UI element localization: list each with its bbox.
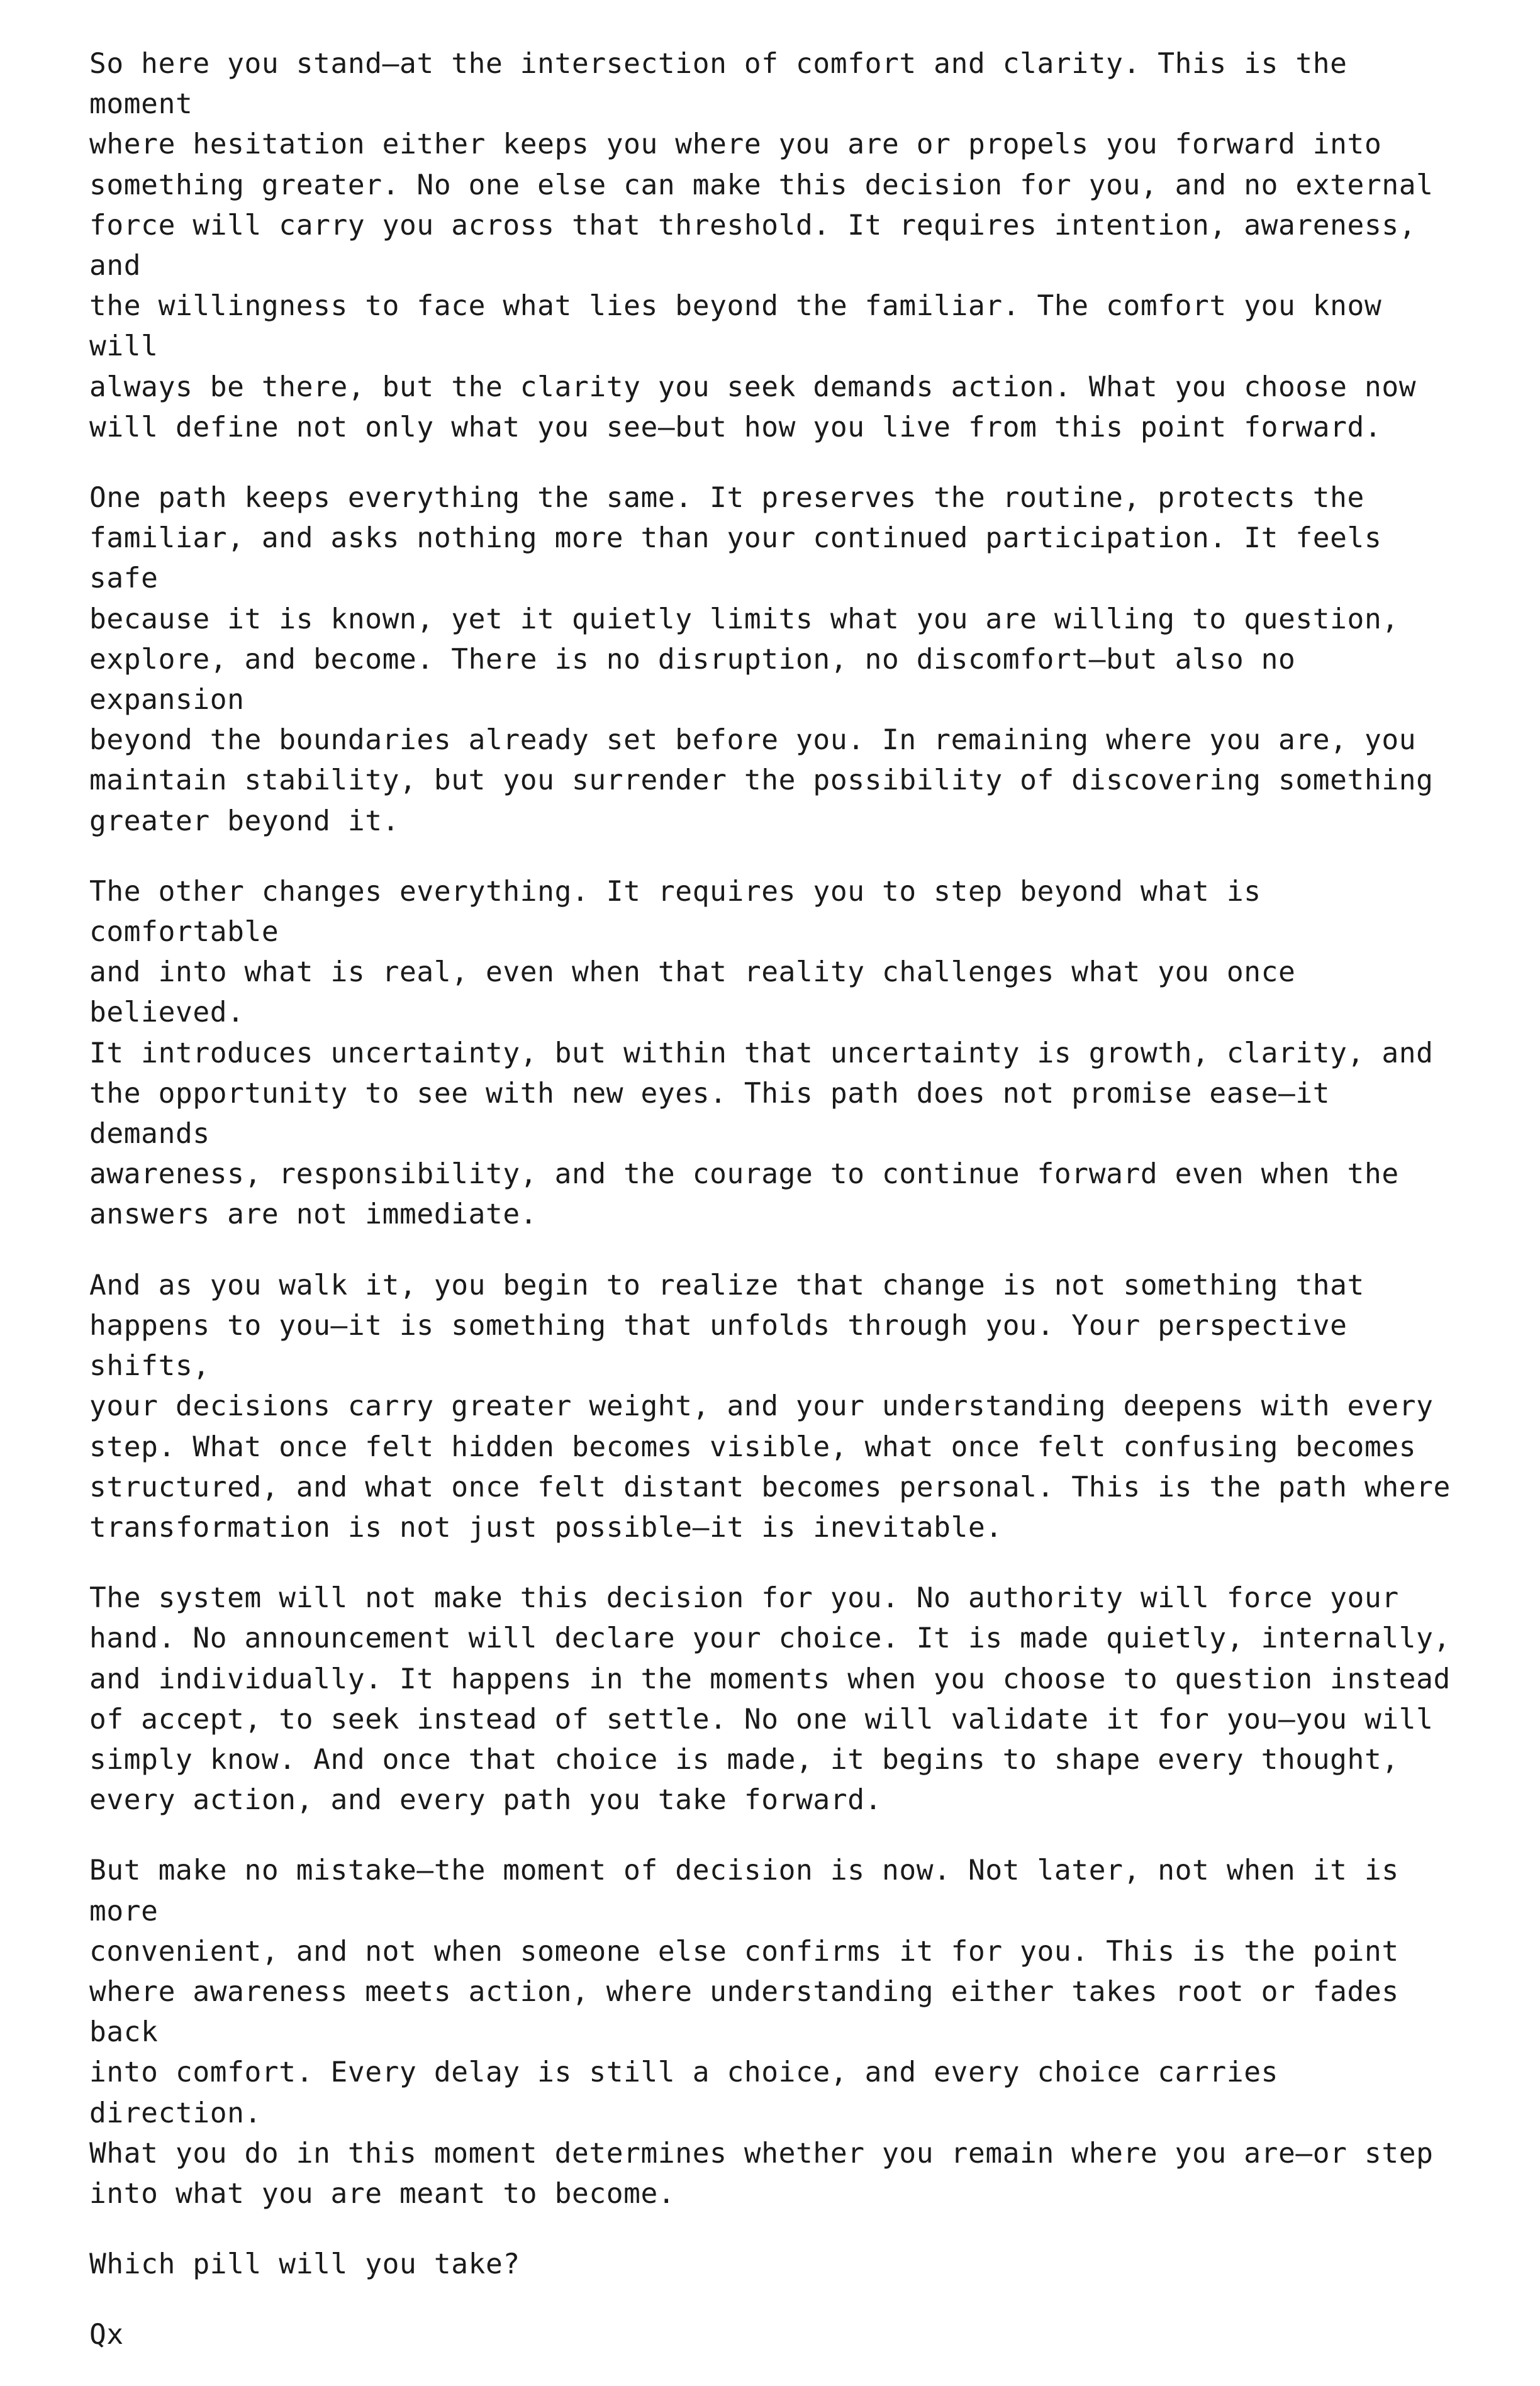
paragraph-decision-now: But make no mistake—the moment of decision is now. Not later, not when it is more convenient, and not when someone else confirms it for you. This is the point where awareness meets action, where understanding either takes root or fades back into comfort. Every delay is still a choice, and every choice carries direction. What you do in this moment determines whether you remain where you are—or step into what you are meant to become. <box>89 1854 1434 2210</box>
closing-question: Which pill will you take? <box>89 2248 520 2281</box>
paragraph-intro: So here you stand—at the intersection of comfort and clarity. This is the moment where hesitation either keeps you where you are or propels you forward into something greater. No one else can make this decision for you, and no external force will carry you across that threshold. It requires intention, awareness, and the willingness to face what lies beyond the familiar. The comfort you know will always be there, but the clarity you seek demands action. What you choose now will define not only what you see—but how you live from this point forward. <box>89 48 1434 443</box>
paragraph-walk-it: And as you walk it, you begin to realize that change is not something that happens to you—it is something that unfolds through you. Your perspective shifts, your decisions carry greater weight, and your understanding deepens with every step. What once felt hidden becomes visible, what once felt confusing becomes structured, and what once felt distant becomes personal. This is the path where transformation is not just possible—it is inevitable. <box>89 1269 1451 1544</box>
paragraph-one-path: One path keeps everything the same. It preserves the routine, protects the familiar, and asks nothing more than your continued participation. It feels safe because it is known, yet it quietly limits what you are willing to question, explore, and become. There is no disruption, no discomfort—but also no expansion beyond the boundaries already set before you. In remaining where you are, you maintain stability, but you surrender the possibility of discovering something greater beyond it. <box>89 482 1434 837</box>
signature: Qx <box>89 2319 124 2351</box>
paragraph-other-path: The other changes everything. It requires you to step beyond what is comfortable and into what is real, even when that reality challenges what you once believed. It introduces uncertainty, but within that uncertainty is growth, clarity, and the opportunity to see with new eyes. This path does not promise ease—it demands awareness, responsibility, and the courage to continue forward even when the answers are not immediate. <box>89 875 1434 1231</box>
paragraph-system: The system will not make this decision for you. No authority will force your hand. No announcement will declare your choice. It is made quietly, internally, and individually. It happens in the moments when you choose to question instead of accept, to seek instead of settle. No one will validate it for you—you will simply know. And once that choice is made, it begins to shape every thought, every action, and every path you take forward. <box>89 1582 1451 1817</box>
document-page <box>89 44 1461 2386</box>
